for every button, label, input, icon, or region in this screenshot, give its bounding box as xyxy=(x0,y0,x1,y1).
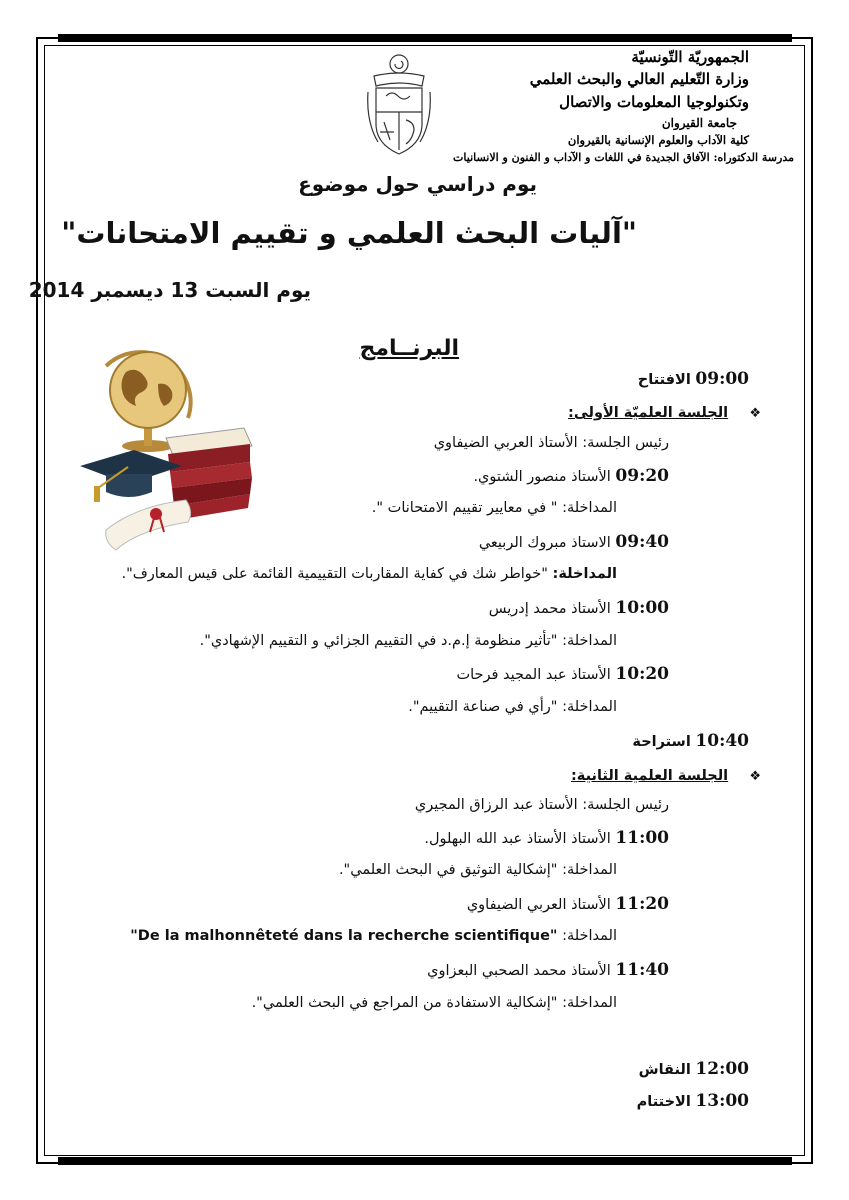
session1-talk-1-topic xyxy=(372,500,617,516)
bullet-icon: ❖ xyxy=(749,769,761,784)
session2-talk-3 xyxy=(427,960,669,980)
header-faculty: كلية الآداب والعلوم الإنسانية بالقيروان xyxy=(567,133,749,147)
talk-speaker: الأستاذ العربي الضيفاوي xyxy=(466,897,611,913)
opening-row xyxy=(638,369,749,389)
header-ministry-2: وتكنولوجيا المعلومات والاتصال xyxy=(559,93,749,111)
discussion-row xyxy=(639,1059,749,1079)
session1-title: الجلسة العلميّة الأولى: xyxy=(568,405,729,421)
session2-title: الجلسة العلمية الثانية: xyxy=(571,768,729,784)
closing-time: 13:00 xyxy=(695,1091,749,1111)
session1-talk-2-topic xyxy=(122,566,618,582)
talk-time: 09:20 xyxy=(615,466,669,486)
intervention-label: المداخلة: xyxy=(562,633,617,649)
session2-talk-1-topic xyxy=(339,862,617,878)
header-ministry: وزارة التّعليم العالي والبحث العلمي xyxy=(529,70,749,88)
session1-talk-1 xyxy=(473,466,669,486)
talk-topic: "خواطر شك في كفاية المقاربات التقييمية القائمة على قيس المعارف". xyxy=(121,566,548,582)
globe-books-graduation-cap-illustration xyxy=(76,346,256,556)
opening-time: 09:00 xyxy=(695,369,749,389)
talk-topic: "تأثير منظومة إ.م.د في التقييم الجزائي و التقييم الإشهادي". xyxy=(199,633,558,649)
header-republic: الجمهوريّة التّونسيّة xyxy=(631,48,749,66)
session1-talk-3-topic xyxy=(200,633,617,649)
tunisia-coat-of-arms-icon xyxy=(366,52,432,158)
talk-topic: "إشكالية التوثيق في البحث العلمي". xyxy=(338,862,558,878)
talk-time: 11:20 xyxy=(615,894,669,914)
talk-time: 10:20 xyxy=(615,664,669,684)
frame-bottom-bar xyxy=(58,1157,792,1165)
page-frame-inner xyxy=(44,45,805,1156)
program-heading: البرنــامج xyxy=(359,336,459,361)
intervention-label: المداخلة: xyxy=(562,928,617,944)
header-doctoral-school: مدرسة الدكتوراه: الآفاق الجديدة في اللغات و الآداب و الفنون و الانسانيات xyxy=(453,151,794,164)
break-row xyxy=(632,731,749,751)
session2-talk-2 xyxy=(467,894,669,914)
talk-speaker: الأستاذ محمد الصحبي البعزاوي xyxy=(427,963,611,979)
header-university: جامعة القيروان xyxy=(661,116,737,130)
intervention-label: المداخلة: xyxy=(552,566,617,582)
discussion-time: 12:00 xyxy=(695,1059,749,1079)
session2-talk-2-topic xyxy=(130,928,617,944)
opening-label: الافتتاح xyxy=(637,372,691,388)
event-date: يوم السبت 13 ديسمبر 2014 xyxy=(28,278,311,302)
session2-chair: رئيس الجلسة: الأستاذ عبد الرزاق المجيري xyxy=(414,797,669,813)
intervention-label: المداخلة: xyxy=(562,995,617,1011)
talk-speaker: الأستاذ محمد إدريس xyxy=(488,601,611,617)
talk-time: 11:40 xyxy=(615,960,669,980)
talk-time: 10:00 xyxy=(615,598,669,618)
session1-talk-2 xyxy=(479,532,669,552)
session1-talk-4-topic xyxy=(408,699,617,715)
intervention-label: المداخلة: xyxy=(562,862,617,878)
intervention-label: المداخلة: xyxy=(562,699,617,715)
event-title: "آليات البحث العلمي و تقييم الامتحانات" xyxy=(61,216,637,250)
closing-label: الاختتام xyxy=(636,1094,691,1110)
talk-time: 09:40 xyxy=(615,532,669,552)
talk-topic: "De la malhonnêteté dans la recherche scientifique" xyxy=(130,928,558,944)
talk-time: 11:00 xyxy=(615,828,669,848)
session2-talk-3-topic xyxy=(252,995,617,1011)
session1-talk-4 xyxy=(456,664,669,684)
session1-chair: رئيس الجلسة: الأستاذ العربي الضيفاوي xyxy=(433,435,669,451)
talk-speaker: الأستاذ عبد المجيد فرحات xyxy=(456,667,611,683)
discussion-label: النقاش xyxy=(638,1062,691,1078)
session2-heading xyxy=(571,768,761,784)
break-time: 10:40 xyxy=(695,731,749,751)
talk-speaker: الاستاذ مبروك الربيعي xyxy=(478,535,611,551)
session1-heading xyxy=(568,405,761,421)
talk-topic: "رأي في صناعة التقييم". xyxy=(408,699,558,715)
bullet-icon: ❖ xyxy=(749,406,761,421)
session2-talk-1 xyxy=(424,828,669,848)
break-label: استراحة xyxy=(632,734,691,750)
session1-talk-3 xyxy=(489,598,669,618)
talk-speaker: الأستاذ منصور الشتوي. xyxy=(473,469,611,485)
talk-topic: " في معايير تقييم الامتحانات ". xyxy=(371,500,558,516)
intervention-label: المداخلة: xyxy=(562,500,617,516)
talk-topic: "إشكالية الاستفادة من المراجع في البحث العلمي". xyxy=(251,995,558,1011)
closing-row xyxy=(637,1091,749,1111)
event-subtitle: يوم دراسي حول موضوع xyxy=(298,172,537,196)
talk-speaker: الأستاذ الأستاذ عبد الله البهلول. xyxy=(424,831,611,847)
